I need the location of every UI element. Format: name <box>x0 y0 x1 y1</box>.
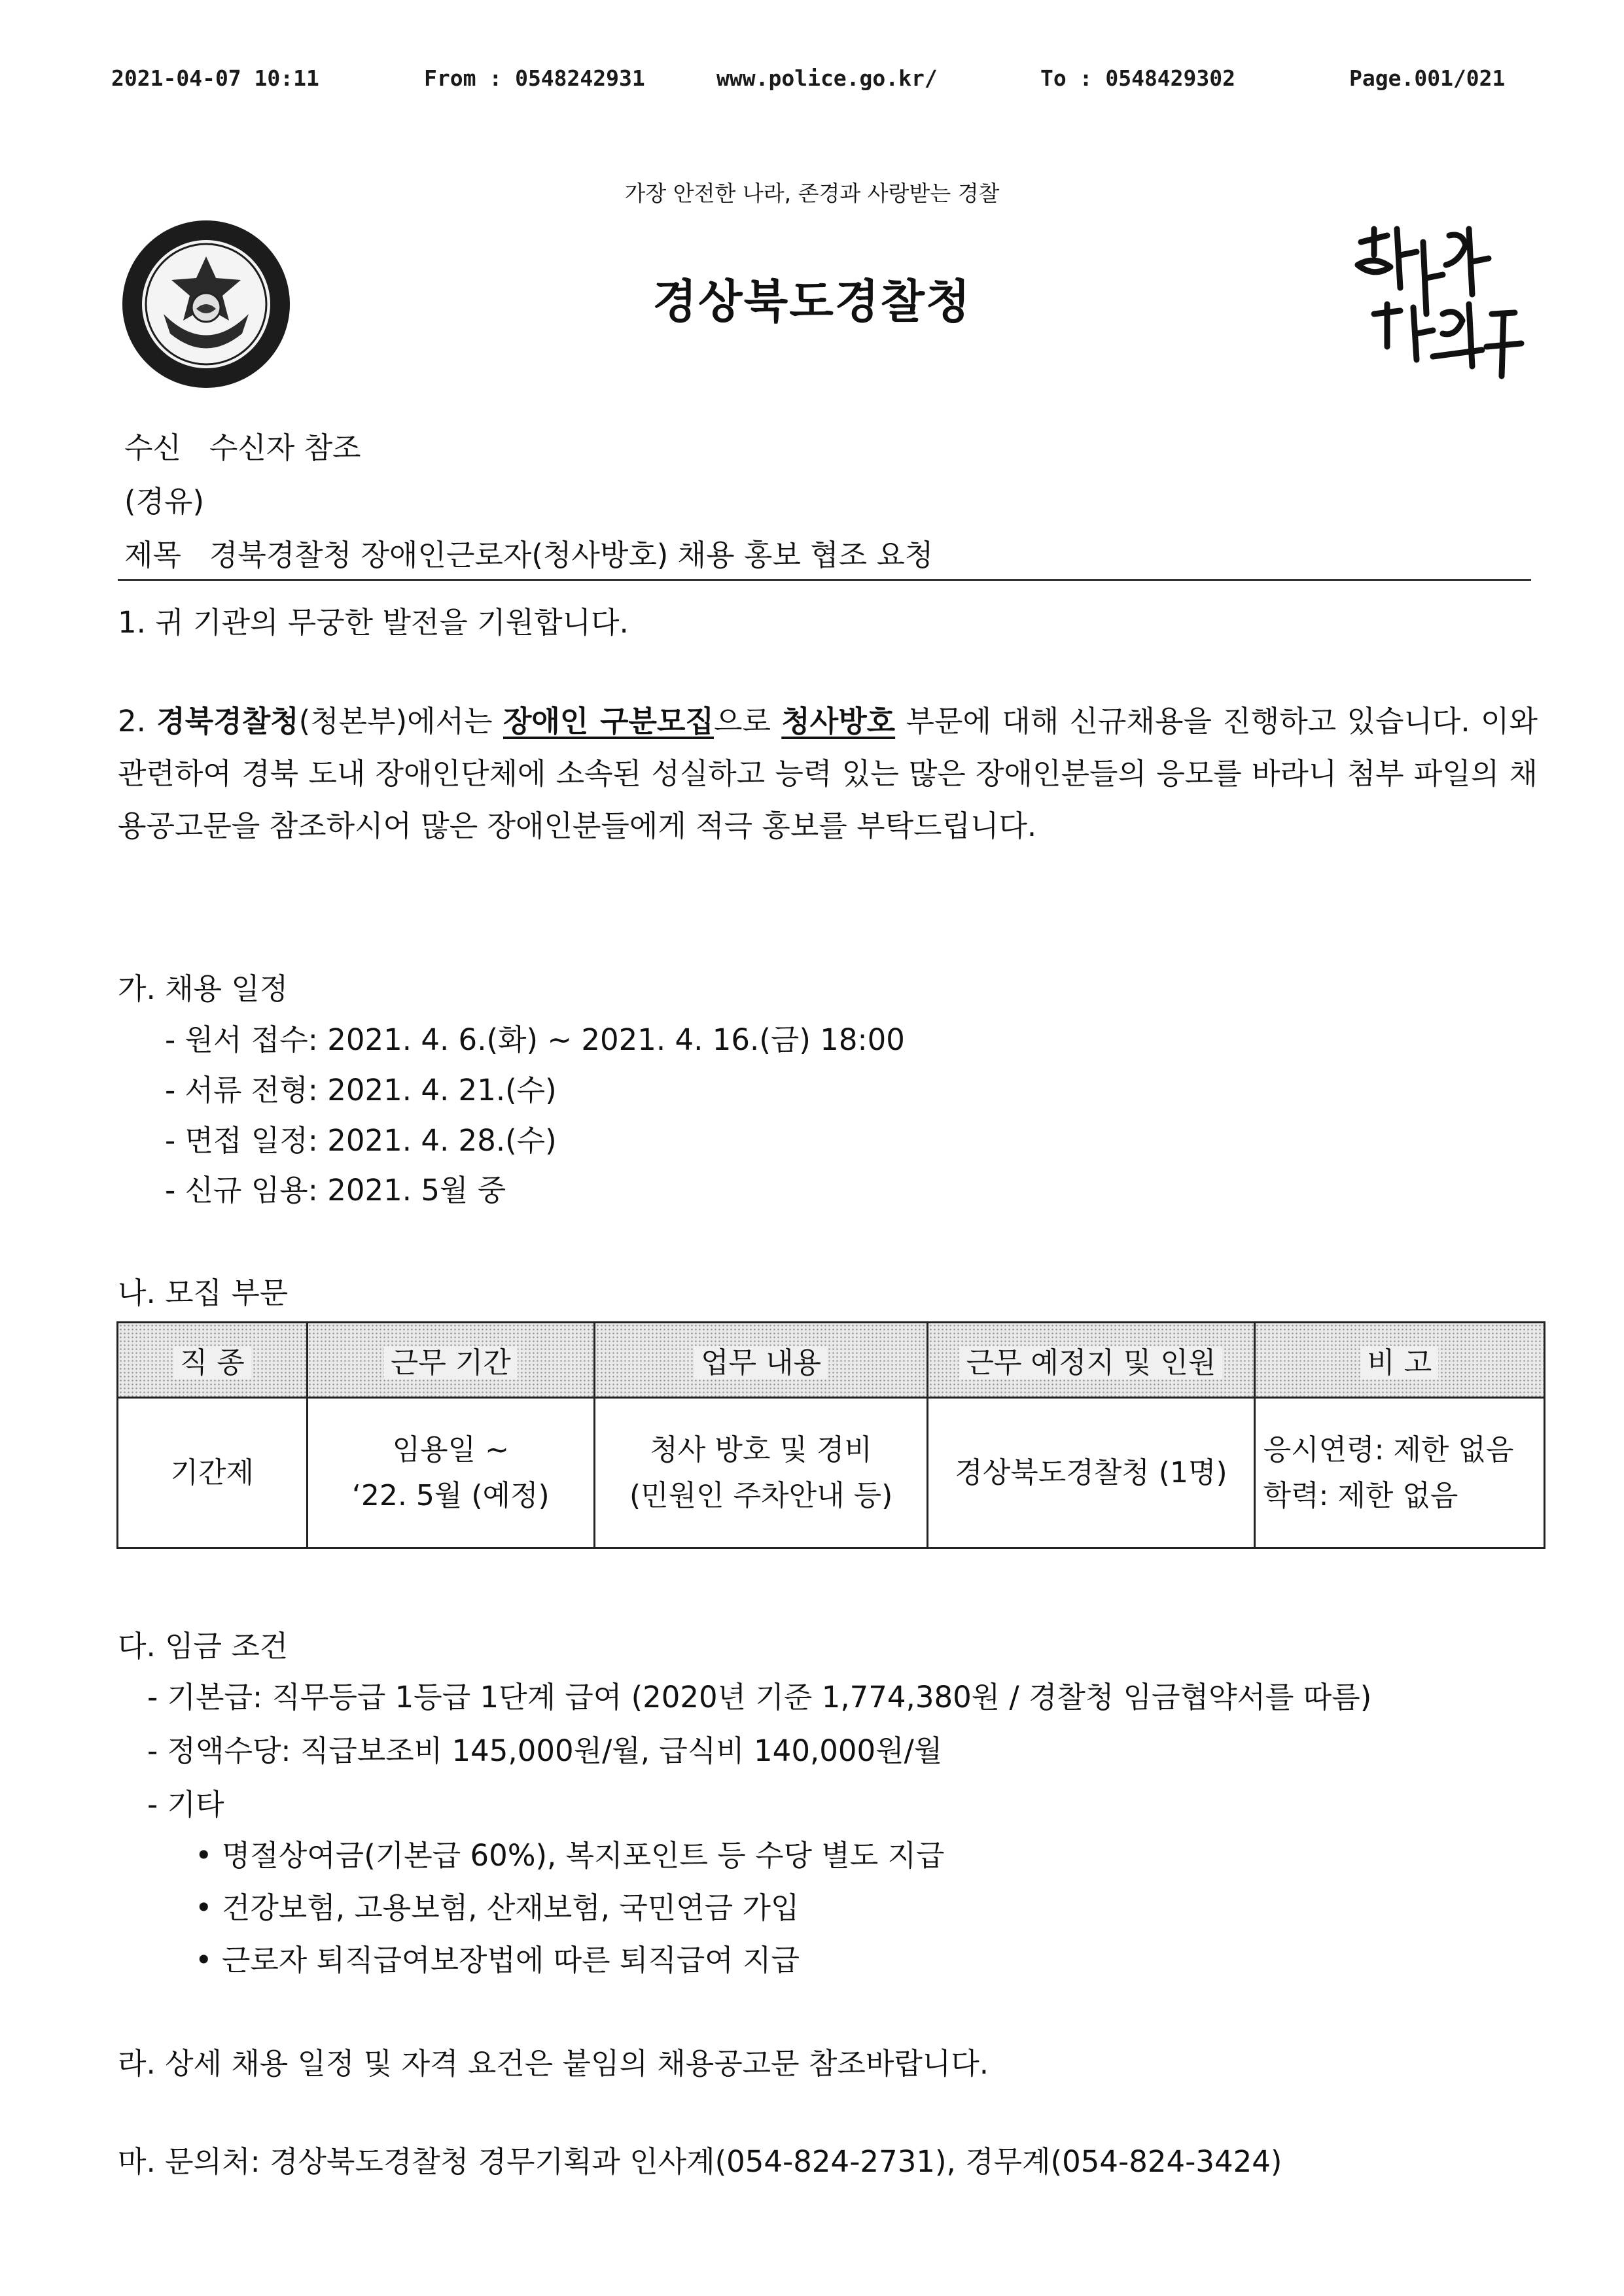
para2-agency: 경북경찰청 <box>156 704 299 739</box>
wage-etc: - 기타 <box>147 1787 224 1822</box>
fax-site: www.police.go.kr/ <box>716 65 938 91</box>
recipient-line <box>124 424 361 466</box>
para2-text-2: 으로 <box>713 704 782 739</box>
cell-work-period: 임용일 ~ ‘22. 5월 (예정) <box>307 1398 594 1548</box>
organization-title: 경상북도경찰청 <box>652 275 972 328</box>
paragraph-1: 1. 귀 기관의 무궁한 발전을 기원합니다. <box>118 605 629 640</box>
header-location: 근무 예정지 및 인원 <box>928 1323 1254 1398</box>
wage-allowance: - 정액수당: 직급보조비 145,000원/월, 급식비 140,000원/월 <box>147 1733 943 1768</box>
wage-bullet: • 건강보험, 고용보험, 산재보험, 국민연금 가입 <box>195 1890 800 1925</box>
header-note: 비 고 <box>1254 1323 1544 1398</box>
header-duty: 업무 내용 <box>595 1323 928 1398</box>
cell-note: 응시연령: 제한 없음 학력: 제한 없음 <box>1254 1398 1544 1548</box>
wage-base: - 기본급: 직무등급 1등급 1단계 급여 (2020년 기준 1,774,380원 / 경찰청 임금협약서를 따름) <box>147 1680 1372 1714</box>
subject-divider <box>118 579 1531 581</box>
schedule-item: - 면접 일정: 2021. 4. 28.(수) <box>165 1123 557 1158</box>
calligraphy-slogan <box>1335 216 1531 386</box>
fax-page: Page.001/021 <box>1349 65 1506 91</box>
table-header-row <box>118 1323 1545 1398</box>
para2-recruit-type: 장애인 구분모집 <box>503 704 714 739</box>
table-row <box>118 1398 1545 1548</box>
header-job-type: 직 종 <box>118 1323 308 1398</box>
slogan: 가장 안전한 나라, 존경과 사랑받는 경찰 <box>624 181 1000 206</box>
cell-duty: 청사 방호 및 경비 (민원인 주차안내 등) <box>595 1398 928 1548</box>
wage-heading: 다. 임금 조건 <box>118 1629 289 1663</box>
cell-location: 경상북도경찰청 (1명) <box>928 1398 1254 1548</box>
para2-number: 2. <box>118 704 157 739</box>
paragraph-2 <box>118 695 1538 852</box>
fax-header <box>111 65 1538 98</box>
contact-info: 마. 문의처: 경상북도경찰청 경무기획과 인사계(054-824-2731), 경무계(054-824-3424) <box>118 2144 1282 2179</box>
cell-job-type: 기간제 <box>118 1398 308 1548</box>
wage-bullet: • 근로자 퇴직급여보장법에 따른 퇴직급여 지급 <box>195 1943 800 1977</box>
recruit-heading: 나. 모집 부문 <box>118 1276 289 1310</box>
subject-line <box>124 531 933 574</box>
recruit-table <box>116 1321 1545 1549</box>
recipient-value: 수신자 참조 <box>209 430 361 465</box>
para2-text-1: (청본부)에서는 <box>298 704 503 739</box>
recipient-label: 수신 <box>124 430 181 465</box>
para2-text-3: 부문에 대해 신규채용을 진행하고 있습니다. 이와 관련하여 경북 도내 장애인단체에 소속된 성실하고 능력 있는 많은 장애인분들의 응모를 바라니 첨부 파일의 채용공고문을 참조하시어 많은 장애인분들에게 적극 홍보를 부탁드립니다. <box>118 704 1538 843</box>
schedule-heading: 가. 채용 일정 <box>118 971 289 1006</box>
fax-to: To : 0548429302 <box>1040 65 1236 91</box>
schedule-item: - 신규 임용: 2021. 5월 중 <box>165 1173 506 1208</box>
subject-value: 경북경찰청 장애인근로자(청사방호) 채용 홍보 협조 요청 <box>209 538 934 572</box>
para2-field: 청사방호 <box>781 704 896 739</box>
schedule-item: - 서류 전형: 2021. 4. 21.(수) <box>165 1073 557 1107</box>
schedule-item: - 원서 접수: 2021. 4. 6.(화) ~ 2021. 4. 16.(금) 18:00 <box>165 1022 905 1057</box>
subject-label: 제목 <box>124 538 181 572</box>
wage-bullet: • 명절상여금(기본급 60%), 복지포인트 등 수당 별도 지급 <box>195 1838 945 1873</box>
fax-from: From : 0548242931 <box>424 65 645 91</box>
fax-datetime: 2021-04-07 10:11 <box>111 65 319 91</box>
header-work-period: 근무 기간 <box>307 1323 594 1398</box>
via-line: (경유) <box>124 484 205 519</box>
detail-note: 라. 상세 채용 일정 및 자격 요건은 붙임의 채용공고문 참조바랍니다. <box>118 2046 989 2081</box>
